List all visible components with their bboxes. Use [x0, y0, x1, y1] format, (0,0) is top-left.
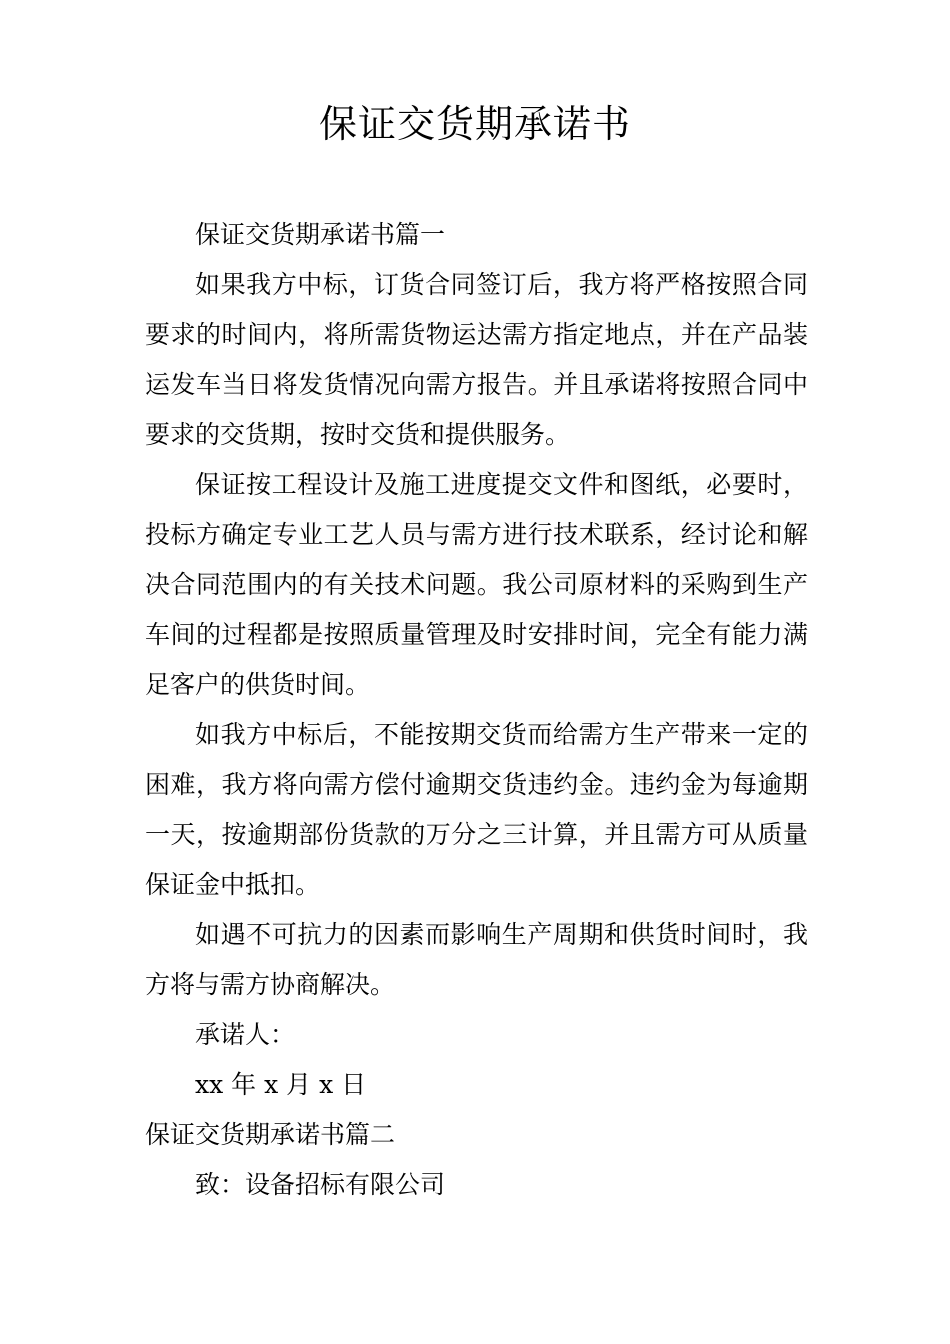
section-heading-1: 保证交货期承诺书篇一	[195, 220, 446, 249]
date-line: xx 年 x 月 x 日	[195, 1070, 367, 1099]
addressee-line: 致：设备招标有限公司	[195, 1170, 446, 1199]
paragraph-force-majeure: 如遇不可抗力的因素而影响生产周期和供货时间时，我方将与需方协商解决。	[145, 920, 808, 999]
paragraph-delivery-commitment: 如果我方中标，订货合同签订后，我方将严格按照合同要求的时间内，将所需货物运达需方指定地点，并在产品装运发车当日将发货情况向需方报告。并且承诺将按照合同中要求的交货期，按时交货和提供服务。	[145, 270, 808, 449]
section-heading-2: 保证交货期承诺书篇二	[145, 1120, 396, 1149]
paragraph-penalty: 如我方中标后，不能按期交货而给需方生产带来一定的困难，我方将向需方偿付逾期交货违约金。违约金为每逾期一天，按逾期部份货款的万分之三计算，并且需方可从质量保证金中抵扣。	[145, 720, 808, 899]
signatory-label: 承诺人：	[195, 1020, 296, 1049]
document-body	[145, 210, 808, 1210]
paragraph-technical-documents: 保证按工程设计及施工进度提交文件和图纸，必要时，投标方确定专业工艺人员与需方进行技术联系，经讨论和解决合同范围内的有关技术问题。我公司原材料的采购到生产车间的过程都是按照质量管理及时安排时间，完全有能力满足客户的供货时间。	[145, 470, 808, 699]
document-title: 保证交货期承诺书	[318, 102, 631, 146]
